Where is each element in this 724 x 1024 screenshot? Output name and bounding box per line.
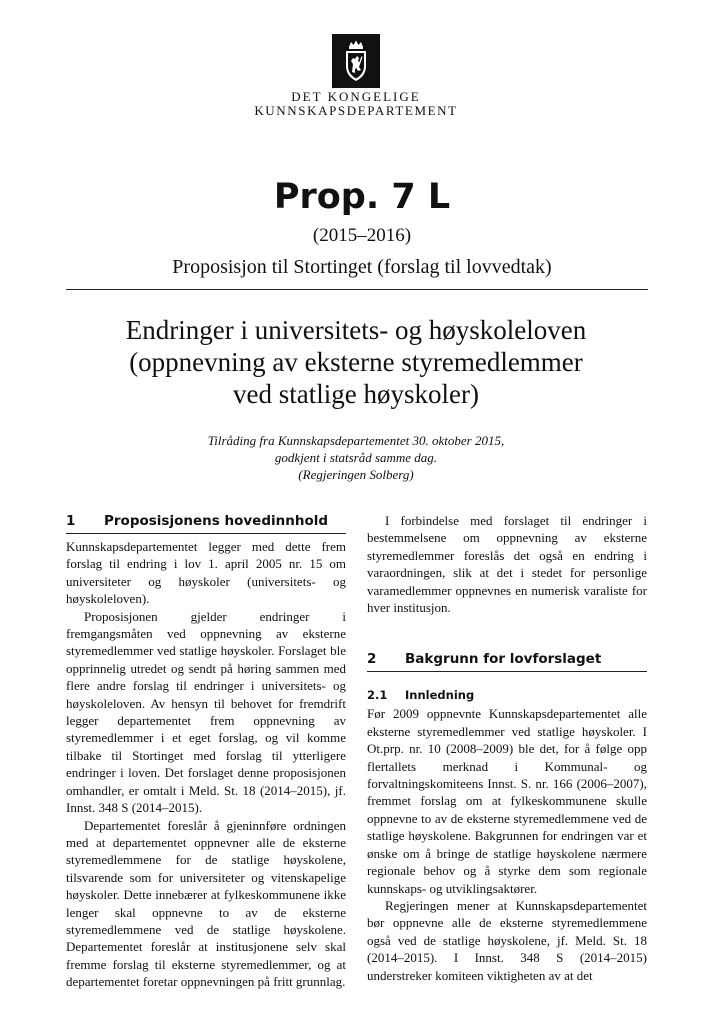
subsection-2-1-title: Innledning [405, 688, 475, 703]
right-column [367, 512, 647, 984]
section-2-heading [367, 650, 647, 672]
header-divider [66, 289, 648, 290]
approval-note [150, 432, 562, 483]
left-column [66, 512, 346, 991]
section-1-title: Proposisjonens hovedinnhold [104, 513, 329, 529]
main-title-line1: Endringer i universitets- og høyskoleloven [125, 315, 587, 345]
approval-line3: (Regjeringen Solberg) [298, 467, 414, 482]
section-2-title: Bakgrunn for lovforslaget [405, 651, 602, 668]
document-subtitle: Proposisjon til Stortinget (forslag til lovvedtak) [172, 256, 552, 278]
main-title-line3: ved statlige høyskoler) [233, 379, 479, 409]
ministry-name-line2: KUNNSKAPSDEPARTEMENT [254, 103, 458, 118]
subsection-2-1-number: 2.1 [367, 688, 388, 703]
section-1-paragraph-3: Departementet foreslår å gjeninnføre ordningen med at departementet oppnevner alle de eksterne styremedlemmene for de statlige høyskolene, tilsvarende som for universiteter og vitenskapelige høyskoler. Dette innebærer at fylkeskommunene ikke lenger skal oppnevne to av de eksterne styremedlemmene ved de statlige høyskolene. Departementet foreslår at institusjonene selv skal fremme forslag til eksterne styremedlemmer, og at departementet foretar oppnevningen på fritt grunnlag. [66, 817, 346, 990]
session-years: (2015–2016) [312, 225, 412, 246]
lion-crest-icon [332, 34, 380, 88]
section-2-paragraph-1: Før 2009 oppnevnte Kunnskapsdepartementet alle eksterne styremedlemmer ved statlige høyskoler. I Ot.prp. nr. 10 (2008–2009) ble det, for å følge opp flertallets merknad i Kommunal- og forvaltningskomiteens Innst. S. nr. 166 (2006–2007), fremmet forslag om at fylkeskommunene skulle oppnevne to av de eksterne styremedlemmene ved de statlige høyskolene. Bakgrunnen for endringen var et ønske om å bringe de statlige høyskolene nærmere regionale behov og å styrke dem som regionale kunnskaps- og utviklingsaktører. [367, 706, 647, 896]
section-2-number: 2 [367, 651, 377, 668]
section-1-number: 1 [66, 513, 76, 529]
section-1-paragraph-4: I forbindelse med forslaget til endringer i bestemmelsene om oppnevning av eksterne styremedlemmer foreslås det også en endring i varaordningen, slik at det i stedet for personlige varamedlemmer oppnevnes en numerisk varaliste for hver institusjon. [367, 513, 647, 616]
ministry-name-line1: DET KONGELIGE [291, 89, 421, 104]
section-1-heading [66, 512, 346, 534]
subsection-2-1-heading [367, 686, 647, 704]
prop-title: Prop. 7 L [273, 177, 451, 217]
section-1-paragraph-2: Proposisjonen gjelder endringer i fremgangsmåten ved oppnevning av eksterne styremedlemmer ved statlige høyskoler. Forslaget ble opprinnelig utredet og sendt på høring sammen med flere andre forslag til endringer i universitets- og høyskoleloven. Av hensyn til behovet for fremdrift legger departementet frem oppnevning av styremedlemmer i et eget forslag, og vil komme tilbake til Stortinget med forslag til ytterligere endringer i loven. Det forslaget denne proposisjonen omhandler, er omtalt i Meld. St. 18 (2014–2015), jf. Innst. 348 S (2014–2015). [66, 608, 346, 816]
section-1-paragraph-1: Kunnskapsdepartementet legger med dette frem forslag til endring i lov 1. april 2005 nr. 15 om universiteter og høyskoler (universitets- og høyskoleloven). [66, 539, 346, 607]
section-2-paragraph-2: Regjeringen mener at Kunnskapsdepartementet bør oppnevne alle de eksterne styremedlemmene også ved de statlige høyskolene, jf. Meld. St. 18 (2014–2015). I Innst. 348 S (2014–2015) understreker komiteen viktigheten av at det [367, 897, 647, 983]
approval-line1: Tilråding fra Kunnskapsdepartementet 30. oktober 2015, [207, 433, 505, 448]
main-title-line2: (oppnevning av eksterne styremedlemmer [129, 347, 583, 377]
approval-line2: godkjent i statsråd samme dag. [274, 450, 438, 465]
coat-of-arms-logo [332, 34, 380, 88]
main-title [80, 314, 632, 410]
